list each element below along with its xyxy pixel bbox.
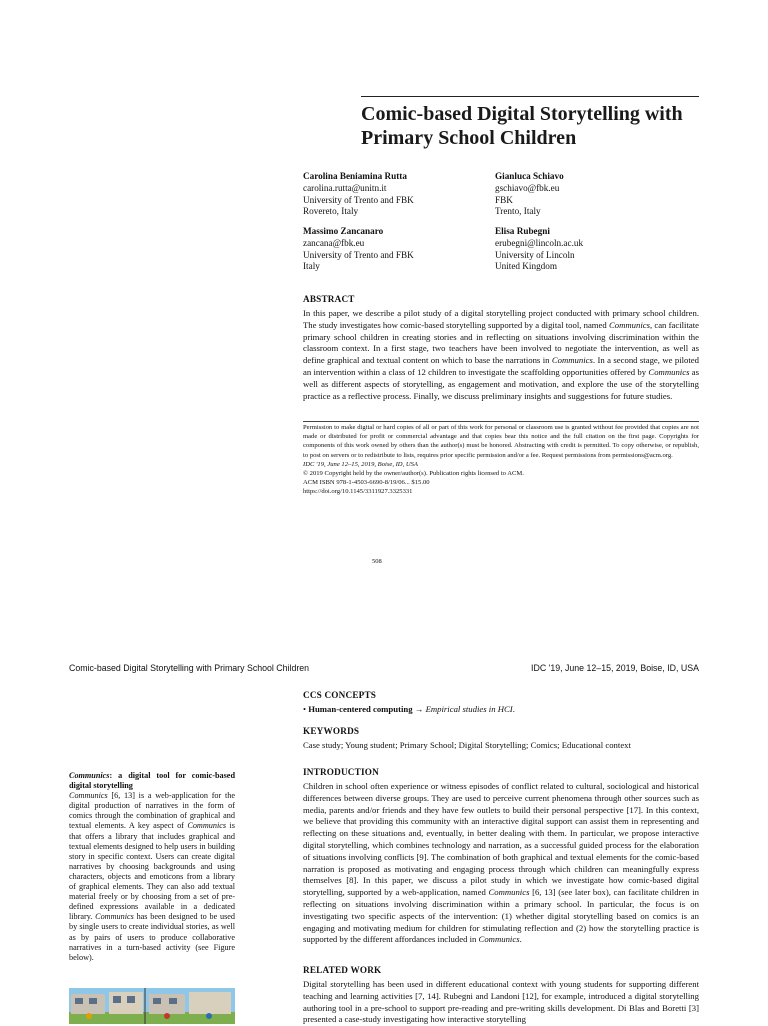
comic-figure [69, 988, 235, 1024]
abstract-text [303, 308, 699, 402]
tool-name: Communics [608, 319, 650, 330]
introduction-text [303, 781, 699, 946]
author-affiliation: University of Trento and FBK [303, 194, 414, 205]
doi-link[interactable]: https://doi.org/10.1145/3311927.3325331 [303, 488, 413, 496]
author-block [303, 226, 414, 273]
author-name: Massimo Zancanaro [303, 226, 384, 236]
figure-window [127, 996, 135, 1003]
tool-name: Communics [187, 821, 227, 831]
author-email[interactable]: gschiavo@fbk.eu [495, 182, 560, 193]
author-location: United Kingdom [495, 261, 558, 272]
figure-character [206, 1013, 212, 1019]
abstract-text-part: as well as different aspects of storytelling, as engagement and motivation, and explore the use of the storytelling practice as a reflective process. Finally, we discuss preliminary insights and suggestions for future studies. [303, 366, 699, 401]
keywords-heading: KEYWORDS [303, 726, 360, 736]
permission-block [303, 423, 699, 497]
author-email[interactable]: zancana@fbk.eu [303, 237, 365, 248]
abstract-heading: ABSTRACT [303, 294, 355, 304]
copyright-line: © 2019 Copyright held by the owner/author(s). Publication rights licensed to ACM. [303, 470, 524, 478]
abstract-text-part: In this paper, we describe a pilot study of a digital storytelling project conducted with primary school children. The study investigates how comic-based storytelling supported by a digital tool, named [303, 308, 699, 330]
introduction-heading: INTRODUCTION [303, 767, 379, 777]
abstract-text-part: . In a second stage, we piloted an intervention within a class of 12 children to investigate the scaffolding opportunities offered by [303, 355, 700, 377]
tool-name: Communics [551, 355, 593, 366]
author-name: Carolina Beniamina Rutta [303, 171, 407, 181]
figure-window [113, 996, 121, 1003]
intro-text-part: . [519, 934, 522, 945]
author-block [303, 171, 414, 218]
author-name: Gianluca Schiavo [495, 171, 564, 181]
running-header-right: IDC '19, June 12–15, 2019, Boise, ID, USA [531, 663, 699, 673]
author-block [495, 171, 564, 218]
ccs-heading: CCS CONCEPTS [303, 690, 377, 700]
intro-text-part: Children in school often experience or witness episodes of conflict related to cultural, sociological and historical differences between diverse groups. They are used to perceive current phenomena through other sources such as media, parents and/or friends and they have few outlets to build their personal perspective [17]. In this context, we believe that providing this community with an interactive digital support can assist them in representing and reflecting on these situations and, eventually, in better dealing with them. In particular, we propose interactive digital storytelling, which combines technology and narration, as a successful guided process for the elaboration of situations involving conflicts [9]. The combination of both graphical and textual elements for the comic-based narration is proposed as motivating and engaging process through which children can meaningfully express themselves [8]. In this paper, we discuss a pilot study in which we investigate how comic-based digital storytelling, supported by a web-application, named [303, 781, 699, 898]
page-number: 508 [372, 558, 382, 565]
permission-text: Permission to make digital or hard copies of all or part of this work for personal or classroom use is granted without fee provided that copies are not made or distributed for profit or commercial advantage and that copies bear this notice and the full citation on the first page. Copyrights for components of this work owned by others than the author(s) must be honored. Abstracting with credit is permitted. To copy otherwise, or republish, to post on servers or to redistribute to lists, requires prior specific permission and/or a fee. Request permissions from permissions@acm.org. [303, 424, 699, 459]
bullet: • [303, 704, 307, 714]
author-affiliation: FBK [495, 194, 513, 205]
isbn-line: ACM ISBN 978-1-4503-6690-8/19/06... $15.00 [303, 479, 430, 487]
author-location: Italy [303, 261, 320, 272]
sidebar-text [69, 791, 235, 963]
author-affiliation: University of Lincoln [495, 249, 575, 260]
author-email[interactable]: carolina.rutta@unitn.it [303, 182, 387, 193]
arrow-icon: → [414, 704, 424, 714]
author-name: Elisa Rubegni [495, 226, 550, 236]
sidebar-box [69, 771, 235, 963]
ccs-main: Human-centered computing [308, 704, 413, 714]
author-location: Trento, Italy [495, 206, 541, 217]
sidebar-text-part: [6, 13] is a web-application for the digital production of narratives in the form of comics through the combination of graphical and textual elements. A key aspect of [69, 791, 235, 831]
ccs-sub: Empirical studies in HCI [425, 704, 513, 714]
author-location: Rovereto, Italy [303, 206, 359, 217]
paper-title: Comic-based Digital Storytelling with Primary School Children [361, 103, 683, 149]
author-affiliation: University of Trento and FBK [303, 249, 414, 260]
related-work-text: Digital storytelling has been used in different educational context with young students for supporting different teaching and learning activities [7, 14]. Rubegni and Landoni [12], for example, introduced a digital storytelling authoring tool in a pre-school to support pre-reading and pre-writing skills development. Di Blas and Boretti [3] presented a case-study investigating how interactive storytelling [303, 979, 699, 1025]
intro-text-part: [6, 13] (see later box), can facilitate children in reflecting on situations involving discrimination within a primary school. In particular, the focus is on investigating two specific aspects of the intervention: (1) whether digital storytelling based on comics is an engaging and motivating medium for children for stimulating reflection and (2) how the storytelling practice is supported by the different affordances included in [303, 887, 700, 945]
author-block [495, 226, 583, 273]
tool-name: Communics [478, 934, 520, 945]
tool-name: Communics [95, 912, 134, 922]
permission-rule [303, 421, 699, 422]
figure-window [89, 998, 97, 1004]
figure-character [164, 1013, 170, 1019]
tool-name: Communics [648, 366, 690, 377]
running-header-left: Comic-based Digital Storytelling with Primary School Children [69, 663, 310, 673]
figure-window [153, 998, 161, 1004]
figure-building [189, 992, 231, 1014]
title-rule [361, 96, 699, 97]
sidebar-text-part: has been designed to be used by single users to create individual stories, as well as by pairs of users to produce collaborative narratives in a turn-based activity (see Figure below). [69, 912, 236, 962]
tool-name: Communics [69, 771, 110, 780]
author-email[interactable]: erubegni@lincoln.ac.uk [495, 237, 584, 248]
related-work-heading: RELATED WORK [303, 965, 382, 975]
venue-line: IDC '19, June 12–15, 2019, Boise, ID, USA [303, 460, 418, 468]
sidebar-text-part: is that offers a library that includes graphical and textual elements designed to help users in building story in specific context. Users can create digital narratives by choosing backgrounds and using characters, objects and emoticons from a library of graphical elements. They can also add textual material freely or by choosing from a set of pre-defined expressions available in a dedicated library. [69, 821, 235, 922]
figure-window [169, 998, 177, 1004]
sidebar-heading-rest: : a digital tool for comic-based digital storytelling [69, 771, 235, 791]
abstract-text-part: , can facilitate primary school children in creating stories and in reflecting on situations involving discrimination within the classroom context. In a first stage, two teachers have been involved to negotiate the intervention, as well as define graphical and textual content on which to base the narrations in [303, 319, 699, 366]
tool-name: Communics [69, 791, 108, 801]
ccs-end: . [512, 704, 515, 714]
tool-name: Communics [488, 887, 530, 898]
ccs-concepts [303, 704, 699, 716]
figure-character [86, 1013, 92, 1019]
sidebar-heading [69, 771, 235, 791]
figure-window [75, 998, 83, 1004]
keywords-text: Case study; Young student; Primary School; Digital Storytelling; Comics; Educational context [303, 740, 631, 750]
